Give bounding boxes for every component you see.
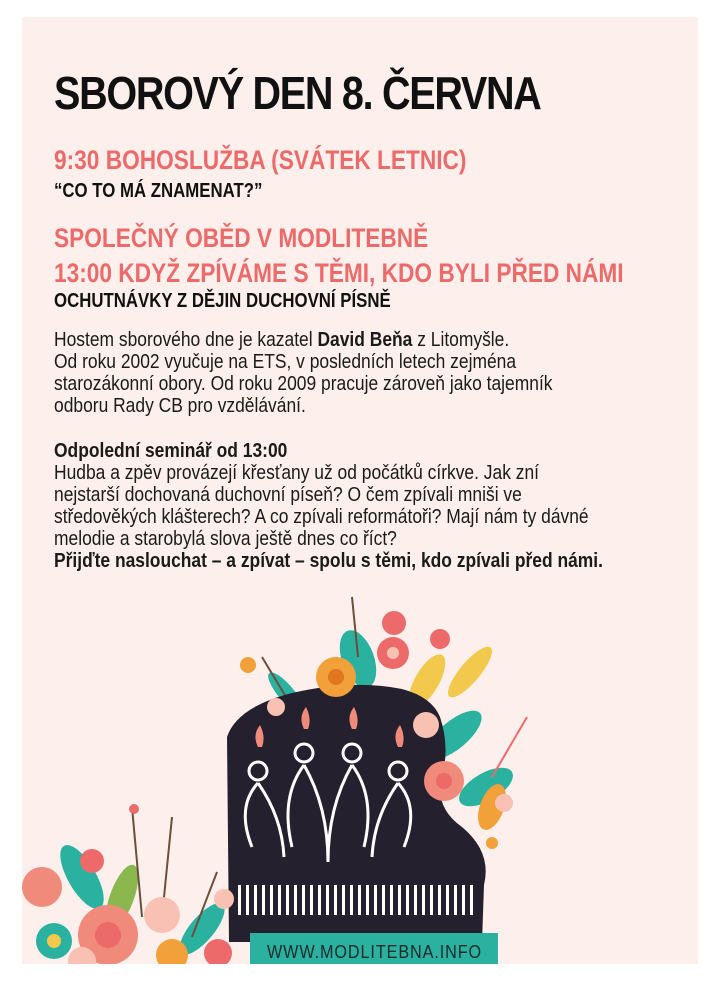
- seminar-line: Hudba a zpěv provázejí křesťany už od počátků církve. Jak zní: [54, 461, 540, 484]
- service-subtitle: “CO TO MÁ ZNAMENAT?”: [54, 180, 263, 202]
- intro-line: Od roku 2002 vyučuje na ETS, v posledních letech zejména: [54, 350, 517, 373]
- intro-text: Hostem sborového dne je kazatel: [54, 328, 318, 351]
- poster-title: SBOROVÝ DEN 8. ČERVNA: [54, 67, 541, 119]
- afternoon-heading: 13:00 KDYŽ ZPÍVÁME S TĚMI, KDO BYLI PŘED NÁMI: [54, 258, 624, 288]
- seminar-closing: Přijďte naslouchat – a zpívat – spolu s těmi, kdo zpívali před námi.: [54, 549, 603, 572]
- event-poster: [22, 17, 698, 964]
- intro-line: starozákonní obory. Od roku 2009 pracuje zároveň jako tajemník: [54, 372, 553, 395]
- intro-line: odboru Rady CB pro vzdělávání.: [54, 394, 306, 417]
- seminar-heading: Odpolední seminář od 13:00: [54, 439, 288, 462]
- lunch-heading: SPOLEČNÝ OBĚD V MODLITEBNĚ: [54, 223, 429, 253]
- seminar-line: melodie a starobylá slova ještě dnes co říct?: [54, 527, 397, 550]
- seminar-line: nejstarší dochovaná duchovní píseň? O čem zpívali mniši ve: [54, 483, 522, 506]
- speaker-name: David Beňa: [317, 328, 413, 351]
- seminar-paragraph: [54, 440, 666, 572]
- seminar-line: středověkých klášterech? A co zpívali reformátoři? Mají nám ty dávné: [54, 505, 589, 528]
- afternoon-subtitle: OCHUTNÁVKY Z DĚJIN DUCHOVNÍ PÍSNĚ: [54, 290, 391, 312]
- intro-text: z Litomyšle.: [412, 328, 510, 351]
- service-heading: 9:30 BOHOSLUŽBA (SVÁTEK LETNIC): [54, 145, 467, 175]
- website-banner[interactable]: [250, 933, 498, 964]
- intro-paragraph: [54, 329, 666, 417]
- intro-line: [54, 329, 666, 351]
- website-url[interactable]: WWW.MODLITEBNA.INFO: [266, 941, 482, 962]
